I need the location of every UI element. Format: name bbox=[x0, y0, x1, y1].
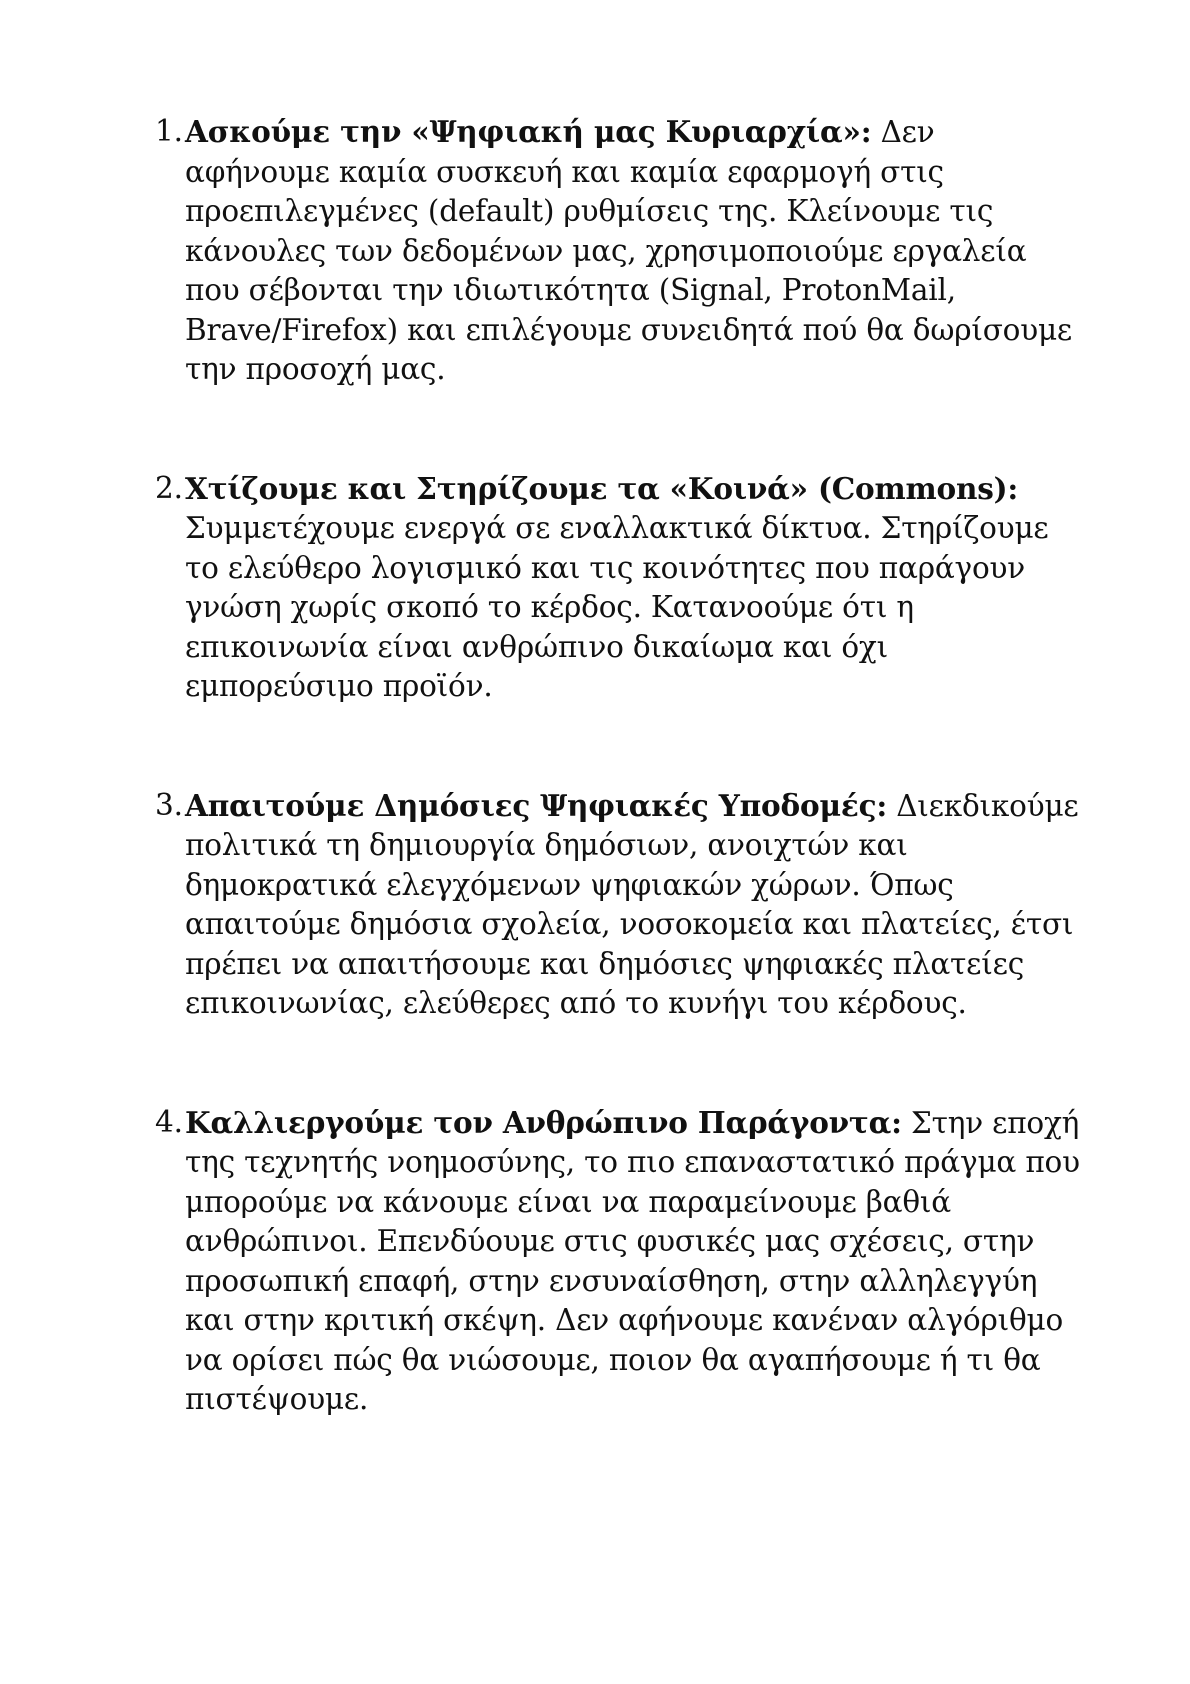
item-number: 2. bbox=[155, 470, 183, 505]
list-item bbox=[155, 469, 1085, 707]
item-body: Διεκδικούμε πολιτικά τη δημιουργία δημόσιων, ανοιχτών και δημοκρατικά ελεγχόμενων ψηφιακών χώρων. Όπως απαιτούμε δημόσια σχολεία, νοσοκομεία και πλατείες, έτσι πρέπει να απαιτήσουμε και δημόσιες ψηφιακές πλατείες επικοινωνίας, ελεύθερες από το κυνήγι του κέρδους. bbox=[185, 788, 1079, 1020]
item-number: 3. bbox=[155, 787, 183, 822]
item-body: Δεν αφήνουμε καμία συσκευή και καμία εφαρμογή στις προεπιλεγμένες (default) ρυθμίσεις της. Κλείνουμε τις κάνουλες των δεδομένων μας, χρησιμοποιούμε εργαλεία που σέβονται την ιδιωτικότητα (Signal, ProtonMail, Brave/Firefox) και επιλέγουμε συνειδητά πού θα δωρίσουμε την προσοχή μας. bbox=[185, 115, 1073, 386]
item-title: Χτίζουμε και Στηρίζουμε τα «Κοινά» (Commons): bbox=[185, 470, 1019, 506]
list-item bbox=[155, 786, 1085, 1024]
list-item bbox=[155, 112, 1085, 390]
numbered-list bbox=[155, 112, 1085, 1420]
item-body: Στην εποχή της τεχνητής νοημοσύνης, το πιο επαναστατικό πράγμα που μπορούμε να κάνουμε είναι να παραμείνουμε βαθιά ανθρώπινοι. Επενδύουμε στις φυσικές μας σχέσεις, στην προσωπική επαφή, στην ενσυναίσθηση, στην αλληλεγγύη και στην κριτική σκέψη. Δεν αφήνουμε κανέναν αλγόριθμο να ορίσει πώς θα νιώσουμε, ποιον θα αγαπήσουμε ή τι θα πιστέψουμε. bbox=[185, 1105, 1080, 1416]
item-title: Απαιτούμε Δημόσιες Ψηφιακές Υποδομές: bbox=[185, 787, 888, 823]
item-title: Καλλιεργούμε τον Ανθρώπινο Παράγοντα: bbox=[185, 1104, 902, 1140]
item-body: Συμμετέχουμε ενεργά σε εναλλακτικά δίκτυα. Στηρίζουμε το ελεύθερο λογισμικό και τις κοινότητες που παράγουν γνώση χωρίς σκοπό το κέρδος. Κατανοούμε ότι η επικοινωνία είναι ανθρώπινο δικαίωμα και όχι εμπορεύσιμο προϊόν. bbox=[185, 511, 1049, 703]
item-number: 4. bbox=[155, 1104, 183, 1139]
item-title: Ασκούμε την «Ψηφιακή μας Κυριαρχία»: bbox=[185, 114, 872, 149]
list-item bbox=[155, 1103, 1085, 1420]
item-number: 1. bbox=[155, 114, 183, 148]
